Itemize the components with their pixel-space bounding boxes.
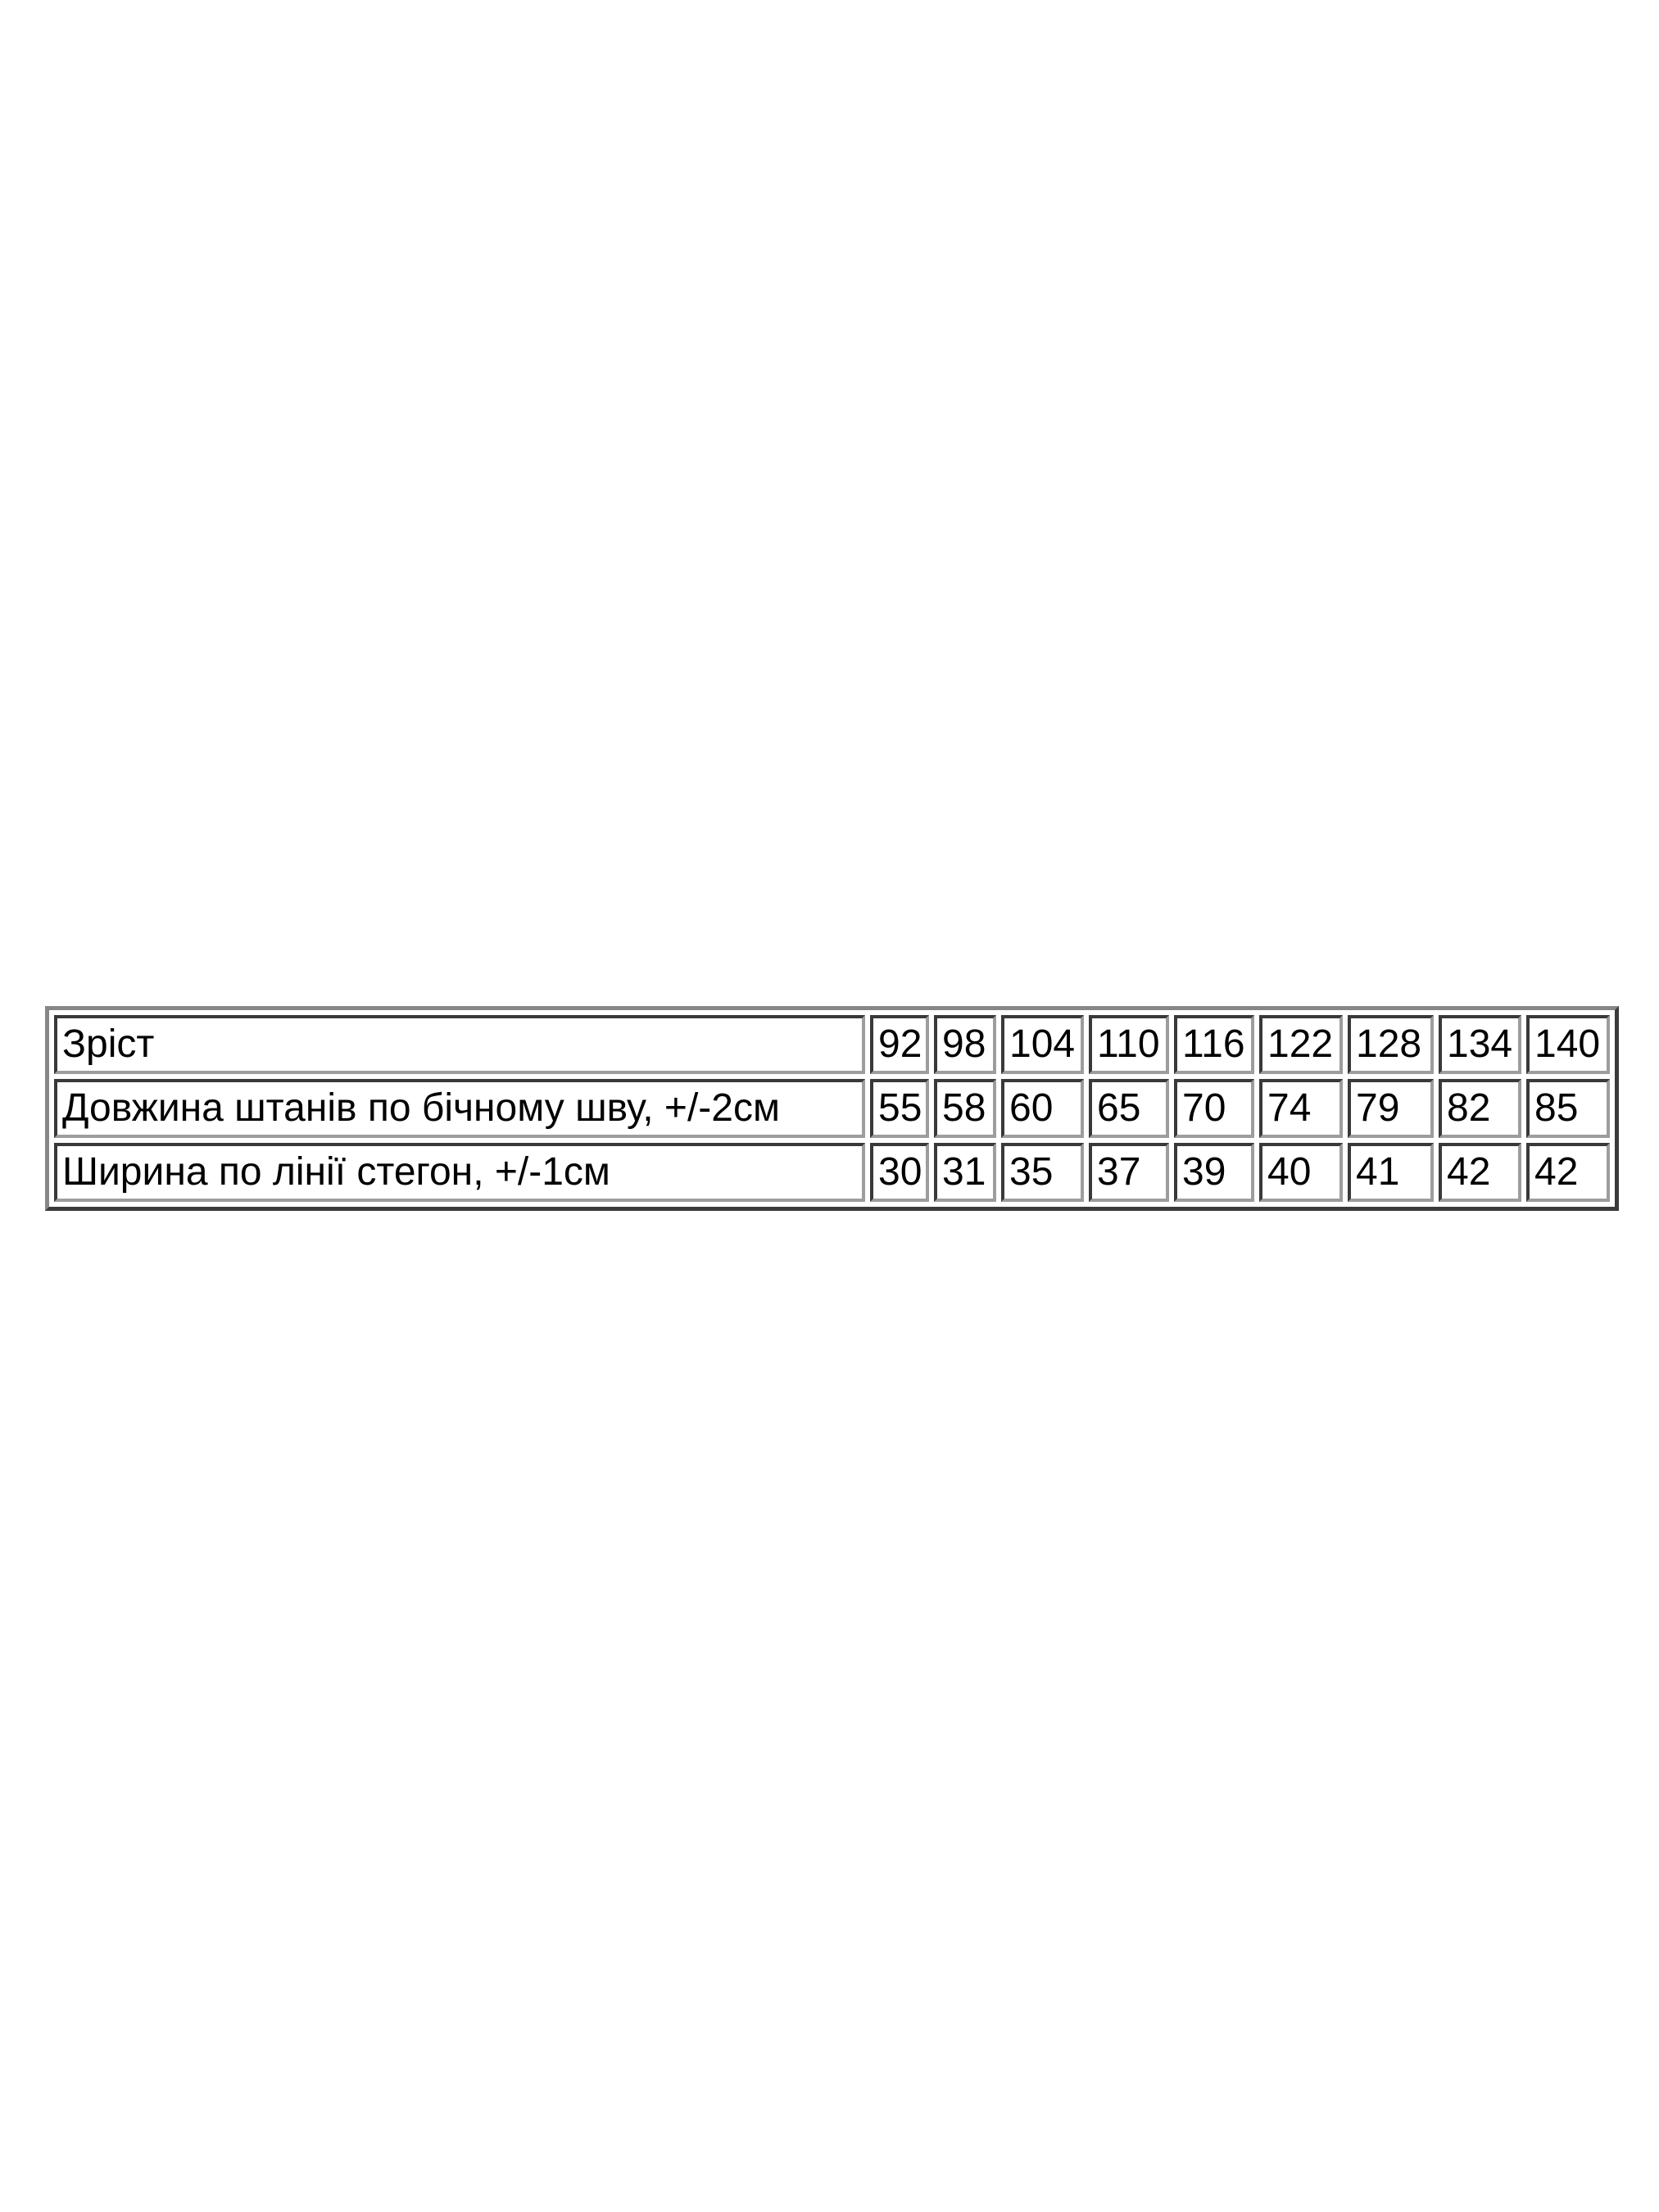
value-cell: 92 bbox=[870, 1015, 929, 1074]
value-cell: 98 bbox=[934, 1015, 996, 1074]
table-row-hip-width bbox=[54, 1143, 1610, 1202]
value-cell: 70 bbox=[1174, 1079, 1254, 1138]
value-cell: 42 bbox=[1439, 1143, 1521, 1202]
value-cell: 55 bbox=[870, 1079, 929, 1138]
value-cell: 116 bbox=[1174, 1015, 1254, 1074]
value-cell: 85 bbox=[1526, 1079, 1610, 1138]
value-cell: 79 bbox=[1348, 1079, 1434, 1138]
value-cell: 42 bbox=[1526, 1143, 1610, 1202]
row-label-cell: Ширина по лінії стегон, +/-1см bbox=[54, 1143, 865, 1202]
value-cell: 140 bbox=[1526, 1015, 1610, 1074]
value-cell: 60 bbox=[1001, 1079, 1084, 1138]
row-label-cell: Довжина штанів по бічному шву, +/-2см bbox=[54, 1079, 865, 1138]
value-cell: 39 bbox=[1174, 1143, 1254, 1202]
value-cell: 134 bbox=[1439, 1015, 1521, 1074]
value-cell: 35 bbox=[1001, 1143, 1084, 1202]
value-cell: 104 bbox=[1001, 1015, 1084, 1074]
value-cell: 30 bbox=[870, 1143, 929, 1202]
value-cell: 58 bbox=[934, 1079, 996, 1138]
value-cell: 31 bbox=[934, 1143, 996, 1202]
table-body bbox=[54, 1015, 1610, 1202]
value-cell: 82 bbox=[1439, 1079, 1521, 1138]
table-row-height bbox=[54, 1015, 1610, 1074]
value-cell: 74 bbox=[1259, 1079, 1343, 1138]
value-cell: 122 bbox=[1259, 1015, 1343, 1074]
size-chart-table bbox=[45, 1006, 1619, 1211]
value-cell: 128 bbox=[1348, 1015, 1434, 1074]
value-cell: 65 bbox=[1089, 1079, 1169, 1138]
row-label-cell: Зріст bbox=[54, 1015, 865, 1074]
value-cell: 41 bbox=[1348, 1143, 1434, 1202]
value-cell: 110 bbox=[1089, 1015, 1169, 1074]
value-cell: 37 bbox=[1089, 1143, 1169, 1202]
value-cell: 40 bbox=[1259, 1143, 1343, 1202]
table-row-pants-length bbox=[54, 1079, 1610, 1138]
